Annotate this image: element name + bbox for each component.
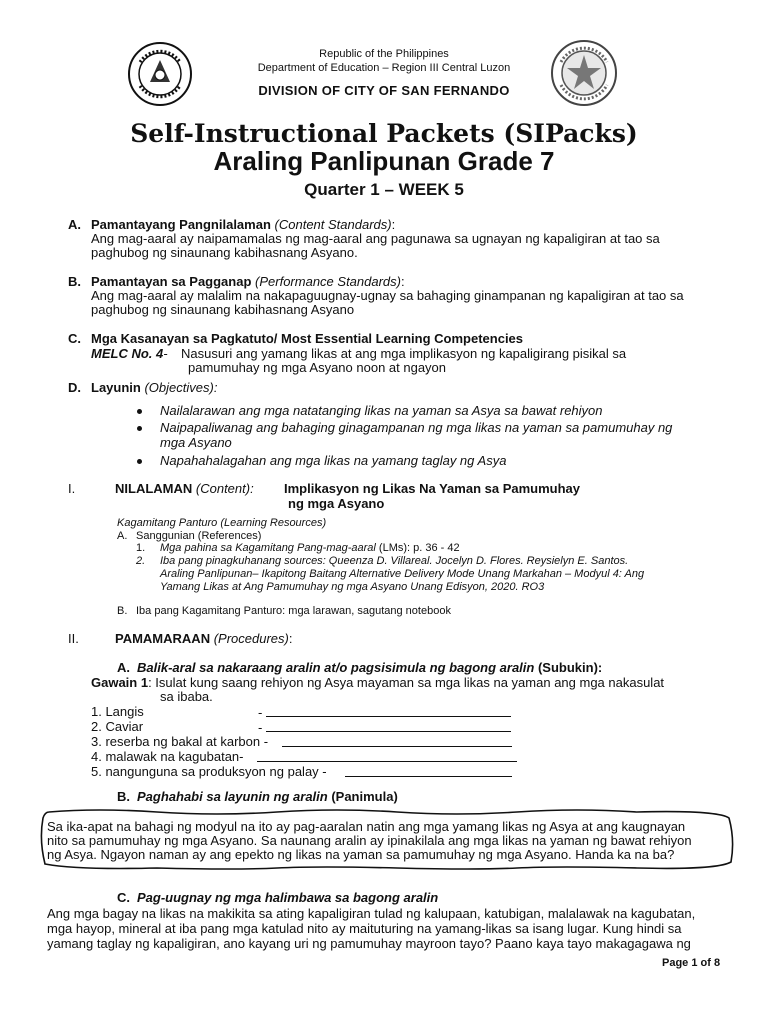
other-resources: Iba pang Kagamitang Panturo: mga larawan, sagutang notebook bbox=[136, 605, 451, 617]
step-c-letter: C. bbox=[117, 890, 130, 905]
section-b-heading bbox=[91, 275, 405, 289]
subject-title: Araling Panlipunan Grade 7 bbox=[213, 146, 555, 176]
pamamaraan-colon: : bbox=[288, 631, 293, 646]
nilalaman-topic-2: ng mga Asyano bbox=[288, 496, 385, 511]
step-c-body-3: yamang taglay ng kapaligiran, ano kayang uri ng pamumuhay mayroon tayo? Paano kaya tayo makagagawa ng bbox=[47, 936, 691, 951]
nilalaman-sub: (Content): bbox=[195, 481, 254, 496]
bullet-icon bbox=[137, 409, 142, 414]
section-c-melc bbox=[91, 347, 168, 361]
pamamaraan-sub: (Procedures) bbox=[213, 631, 289, 646]
section-c-body-2: pamumuhay ng mga Asyano noon at ngayon bbox=[188, 360, 447, 375]
answer-item: 3. reserba ng bakal at karbon - bbox=[91, 734, 269, 749]
section-a-sub: (Content Standards) bbox=[274, 217, 392, 232]
gawain-text-2: sa ibaba. bbox=[160, 689, 213, 704]
step-c-title: Pag-uugnay ng mga halimbawa sa bagong aralin bbox=[137, 890, 439, 905]
reference-2-label: Iba pang pinagkuhanang sources bbox=[160, 555, 323, 567]
other-resources-letter: B. bbox=[117, 605, 128, 617]
section-a-body-1: Ang mag-aaral ay naipamamalas ng mag-aaral ang pagunawa sa ugnayan ng kapaligiran at tao sa bbox=[91, 231, 660, 246]
answer-line[interactable] bbox=[282, 735, 512, 750]
page-number: Page 1 of 8 bbox=[662, 957, 721, 969]
references-letter: A. bbox=[117, 530, 128, 542]
step-a-title: Balik-aral sa nakaraang aralin at/o pagsisimula ng bagong aralin bbox=[137, 660, 535, 675]
section-a-colon: : bbox=[391, 217, 396, 232]
pamamaraan-heading bbox=[115, 632, 292, 646]
section-d-title: Layunin bbox=[91, 380, 141, 395]
panimula-line-2: nito sa pamumuhay ng mga Asyano. Sa naunang aralin ay ipinakilala ang mga likas na yaman ng bawat rehiyon bbox=[47, 833, 692, 848]
section-a-body-2: paghubog ng sinaunang kabihasnang Asyano. bbox=[91, 245, 358, 260]
step-b-heading bbox=[137, 790, 398, 804]
reference-2-line-2: Araling Panlipunan– Ikapitong Baitang Alternative Delivery Mode Unang Markahan – Modyul 4: Ang bbox=[160, 568, 645, 580]
panimula-line-1: Sa ika-apat na bahagi ng modyul na ito ay pag-aaralan natin ang mga yamang likas ng Asya at ang kaugnayan bbox=[47, 819, 686, 834]
reference-1-title: Mga pahina sa Kagamitang Pang-mag-aaral bbox=[160, 542, 376, 554]
answer-item: 5. nangunguna sa produksyon ng palay - bbox=[91, 764, 327, 779]
answer-line[interactable] bbox=[345, 765, 512, 780]
section-c-letter: C. bbox=[68, 331, 81, 346]
gawain-line bbox=[91, 676, 664, 690]
answer-item: 2. Caviar bbox=[91, 719, 144, 734]
section-b-title: Pamantayan sa Pagganap bbox=[91, 274, 252, 289]
bullet-icon bbox=[137, 426, 142, 431]
section-a-letter: A. bbox=[68, 217, 81, 232]
step-a-tag: (Subukin): bbox=[534, 660, 603, 675]
step-b-title: Paghahabi sa layunin ng aralin bbox=[137, 789, 328, 804]
section-b-sub: (Performance Standards) bbox=[255, 274, 401, 289]
section-b-letter: B. bbox=[68, 274, 81, 289]
resources-heading: Kagamitang Panturo (Learning Resources) bbox=[117, 517, 327, 529]
division-line: DIVISION OF CITY OF SAN FERNANDO bbox=[258, 83, 510, 98]
reference-2-authors: : Queenza D. Villareal. Jocelyn D. Flores. Reysielyn E. Santos. bbox=[322, 555, 629, 567]
section-b-body-2: paghubog ng sinaunang kabihasnang Asyano bbox=[91, 302, 355, 317]
step-c-body-2: mga hayop, mineral at iba pang mga katulad nito ay maituturing na yamang-likas sa isang lugar. Kung hindi sa bbox=[47, 921, 682, 936]
nilalaman-title: NILALAMAN bbox=[115, 481, 193, 496]
section-b-body-1: Ang mag-aaral ay malalim na nakapaguugnay-ugnay sa bahaging ginampanan ng kapaligiran at tao sa bbox=[91, 288, 684, 303]
step-a-heading bbox=[137, 661, 602, 675]
answer-line[interactable] bbox=[257, 750, 517, 765]
step-c-body-1: Ang mga bagay na likas na makikita sa ating kapaligiran tulad ng kalupaan, katubigan, malalawak na kagubatan, bbox=[47, 906, 696, 921]
gawain-text: : Isulat kung saang rehiyon ng Asya mayaman sa mga likas na yaman ang mga nakasulat bbox=[148, 675, 665, 690]
republic-line: Republic of the Philippines bbox=[319, 48, 449, 60]
reference-1 bbox=[160, 542, 460, 555]
section-a-title: Pamantayang Pangnilalaman bbox=[91, 217, 271, 232]
section-a-heading bbox=[91, 218, 395, 232]
reference-2 bbox=[160, 555, 628, 568]
packet-title: Self-Instructional Packets (SIPacks) bbox=[130, 119, 638, 148]
section-d-sub: (Objectives): bbox=[144, 380, 218, 395]
reference-1-num: 1. bbox=[136, 542, 146, 554]
step-b-letter: B. bbox=[117, 789, 130, 804]
answer-dash: - bbox=[258, 705, 263, 720]
bullet-icon bbox=[137, 459, 142, 464]
answer-line[interactable] bbox=[258, 720, 511, 735]
objective-item-cont: mga Asyano bbox=[160, 435, 232, 450]
section-c-title: Mga Kasanayan sa Pagkatuto/ Most Essential Learning Competencies bbox=[91, 331, 524, 346]
nilalaman-numeral: I. bbox=[68, 481, 76, 496]
answer-dash: - bbox=[258, 720, 263, 735]
answer-item: 1. Langis bbox=[91, 704, 144, 719]
section-d-letter: D. bbox=[68, 380, 81, 395]
reference-2-num: 2. bbox=[136, 555, 146, 567]
panimula-line-3: ng Asya. Ngayon naman ay ang epekto ng likas na yaman sa pamumuhay ng mga Asyano. Handa ka na ba? bbox=[47, 847, 675, 862]
pamamaraan-numeral: II. bbox=[68, 631, 79, 646]
nilalaman-topic-1: Implikasyon ng Likas Na Yaman sa Pamumuhay bbox=[284, 481, 580, 496]
gawain-label: Gawain 1 bbox=[91, 675, 149, 690]
step-b-tag: (Panimula) bbox=[327, 789, 398, 804]
nilalaman-heading bbox=[115, 482, 254, 496]
melc-label: MELC No. 4 bbox=[91, 346, 164, 361]
pamamaraan-title: PAMAMARAAN bbox=[115, 631, 211, 646]
department-line: Department of Education – Region III Central Luzon bbox=[257, 62, 511, 74]
objective-item: Nailalarawan ang mga natatanging likas na yaman sa Asya sa bawat rehiyon bbox=[160, 403, 603, 418]
melc-dash: - bbox=[163, 346, 168, 361]
section-b-colon: : bbox=[400, 274, 405, 289]
references-heading: Sanggunian (References) bbox=[136, 530, 262, 542]
step-a-letter: A. bbox=[117, 660, 130, 675]
quarter-title: Quarter 1 – WEEK 5 bbox=[304, 180, 464, 199]
answer-line[interactable] bbox=[258, 705, 511, 720]
answer-item: 4. malawak na kagubatan- bbox=[91, 749, 244, 764]
section-d-heading bbox=[91, 381, 217, 395]
objective-item: Napahahalagahan ang mga likas na yamang taglay ng Asya bbox=[160, 453, 507, 468]
objective-item: Naipapaliwanag ang bahaging ginagampanan ng mga likas na yaman sa pamumuhay ng bbox=[160, 420, 673, 435]
reference-2-line-3: Yamang Likas at Ang Pamumuhay ng mga Asyano Unang Edisyon, 2020. RO3 bbox=[160, 581, 545, 593]
reference-1-pages: (LMs): p. 36 - 42 bbox=[375, 542, 460, 554]
section-c-body-1: Nasusuri ang yamang likas at ang mga implikasyon ng kapaligirang pisikal sa bbox=[181, 346, 627, 361]
